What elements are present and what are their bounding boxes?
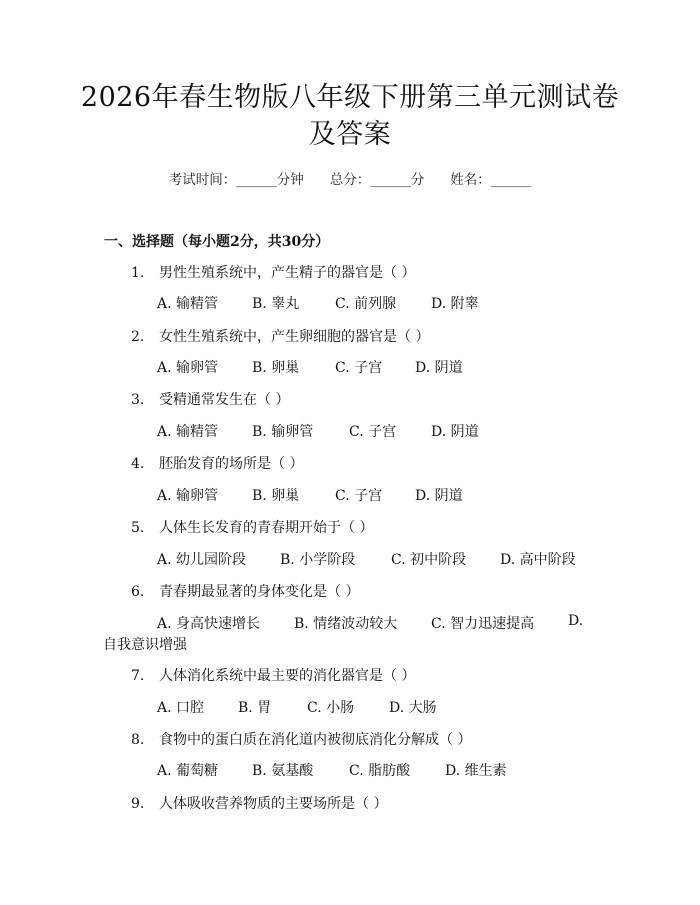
- option-c: C. 子宫: [335, 488, 383, 504]
- question-5: [131, 517, 373, 537]
- question-6: [131, 581, 359, 601]
- question-text: 受精通常发生在（ ）: [159, 392, 290, 408]
- question-1: [131, 262, 415, 282]
- exam-title-line2: 及答案: [308, 119, 392, 150]
- option-d-text-wrapped: 自我意识增强: [103, 637, 187, 653]
- exam-title-line1: 2026年春生物版八年级下册第三单元测试卷: [80, 82, 620, 113]
- question-2: [131, 326, 429, 346]
- question-8: [131, 729, 471, 749]
- question-text: 人体消化系统中最主要的消化器官是（ ）: [159, 668, 416, 684]
- option-a: A. 输精管: [157, 296, 219, 312]
- question-3: [131, 389, 289, 409]
- option-c: C. 初中阶段: [391, 552, 467, 568]
- question-number: 4.: [131, 456, 145, 472]
- question-number: 9.: [131, 796, 145, 812]
- exam-info-row: [0, 168, 700, 188]
- option-c: C. 子宫: [335, 360, 383, 376]
- question-number: 1.: [131, 265, 145, 281]
- option-a: A. 输卵管: [157, 360, 219, 376]
- option-a: A. 葡萄糖: [157, 763, 219, 779]
- option-a: A. 口腔: [157, 700, 205, 716]
- option-d: D. 阴道: [415, 360, 463, 376]
- option-c: C. 小肠: [307, 700, 355, 716]
- question-4: [131, 453, 303, 473]
- option-d: D.: [568, 613, 584, 629]
- question-number: 7.: [131, 668, 145, 684]
- question-number: 8.: [131, 732, 145, 748]
- option-d: D. 阴道: [431, 424, 479, 440]
- student-name-field: 姓名：______: [450, 172, 532, 188]
- option-c: C. 子宫: [349, 424, 397, 440]
- question-9: [131, 793, 387, 813]
- option-c: C. 脂肪酸: [349, 763, 411, 779]
- option-b: B. 氨基酸: [252, 763, 314, 779]
- option-b: B. 卵巢: [252, 488, 300, 504]
- option-d: D. 维生素: [445, 763, 507, 779]
- question-number: 6.: [131, 584, 145, 600]
- exam-time-field: 考试时间：______分钟: [168, 172, 304, 188]
- option-a: A. 输精管: [157, 424, 219, 440]
- option-b: B. 小学阶段: [280, 552, 356, 568]
- option-b: B. 输卵管: [252, 424, 314, 440]
- option-b: B. 睾丸: [252, 296, 300, 312]
- question-text: 青春期最显著的身体变化是（ ）: [159, 584, 360, 600]
- question-text: 胚胎发育的场所是（ ）: [159, 456, 304, 472]
- option-b: B. 卵巢: [252, 360, 300, 376]
- option-d: D. 大肠: [389, 700, 437, 716]
- option-d: D. 阴道: [415, 488, 463, 504]
- option-c: C. 智力迅速提高: [431, 616, 535, 632]
- option-d: D. 高中阶段: [500, 552, 576, 568]
- option-a: A. 幼儿园阶段: [157, 552, 247, 568]
- section-heading: 一、选择题（每小题2分，共30分）: [104, 234, 330, 250]
- question-text: 女性生殖系统中，产生卵细胞的器官是（ ）: [159, 329, 430, 345]
- option-b: B. 胃: [238, 700, 272, 716]
- option-b: B. 情绪波动较大: [294, 616, 398, 632]
- question-number: 5.: [131, 520, 145, 536]
- option-a: A. 输卵管: [157, 488, 219, 504]
- option-c: C. 前列腺: [335, 296, 397, 312]
- option-a: A. 身高快速增长: [157, 616, 261, 632]
- question-number: 2.: [131, 329, 145, 345]
- question-text: 食物中的蛋白质在消化道内被彻底消化分解成（ ）: [159, 732, 472, 748]
- option-d: D. 附睾: [431, 296, 479, 312]
- question-text: 人体生长发育的青春期开始于（ ）: [159, 520, 374, 536]
- question-7: [131, 665, 415, 685]
- total-score-field: 总分：______分: [329, 172, 425, 188]
- question-text: 人体吸收营养物质的主要场所是（ ）: [159, 796, 388, 812]
- question-number: 3.: [131, 392, 145, 408]
- question-text: 男性生殖系统中，产生精子的器官是（ ）: [159, 265, 416, 281]
